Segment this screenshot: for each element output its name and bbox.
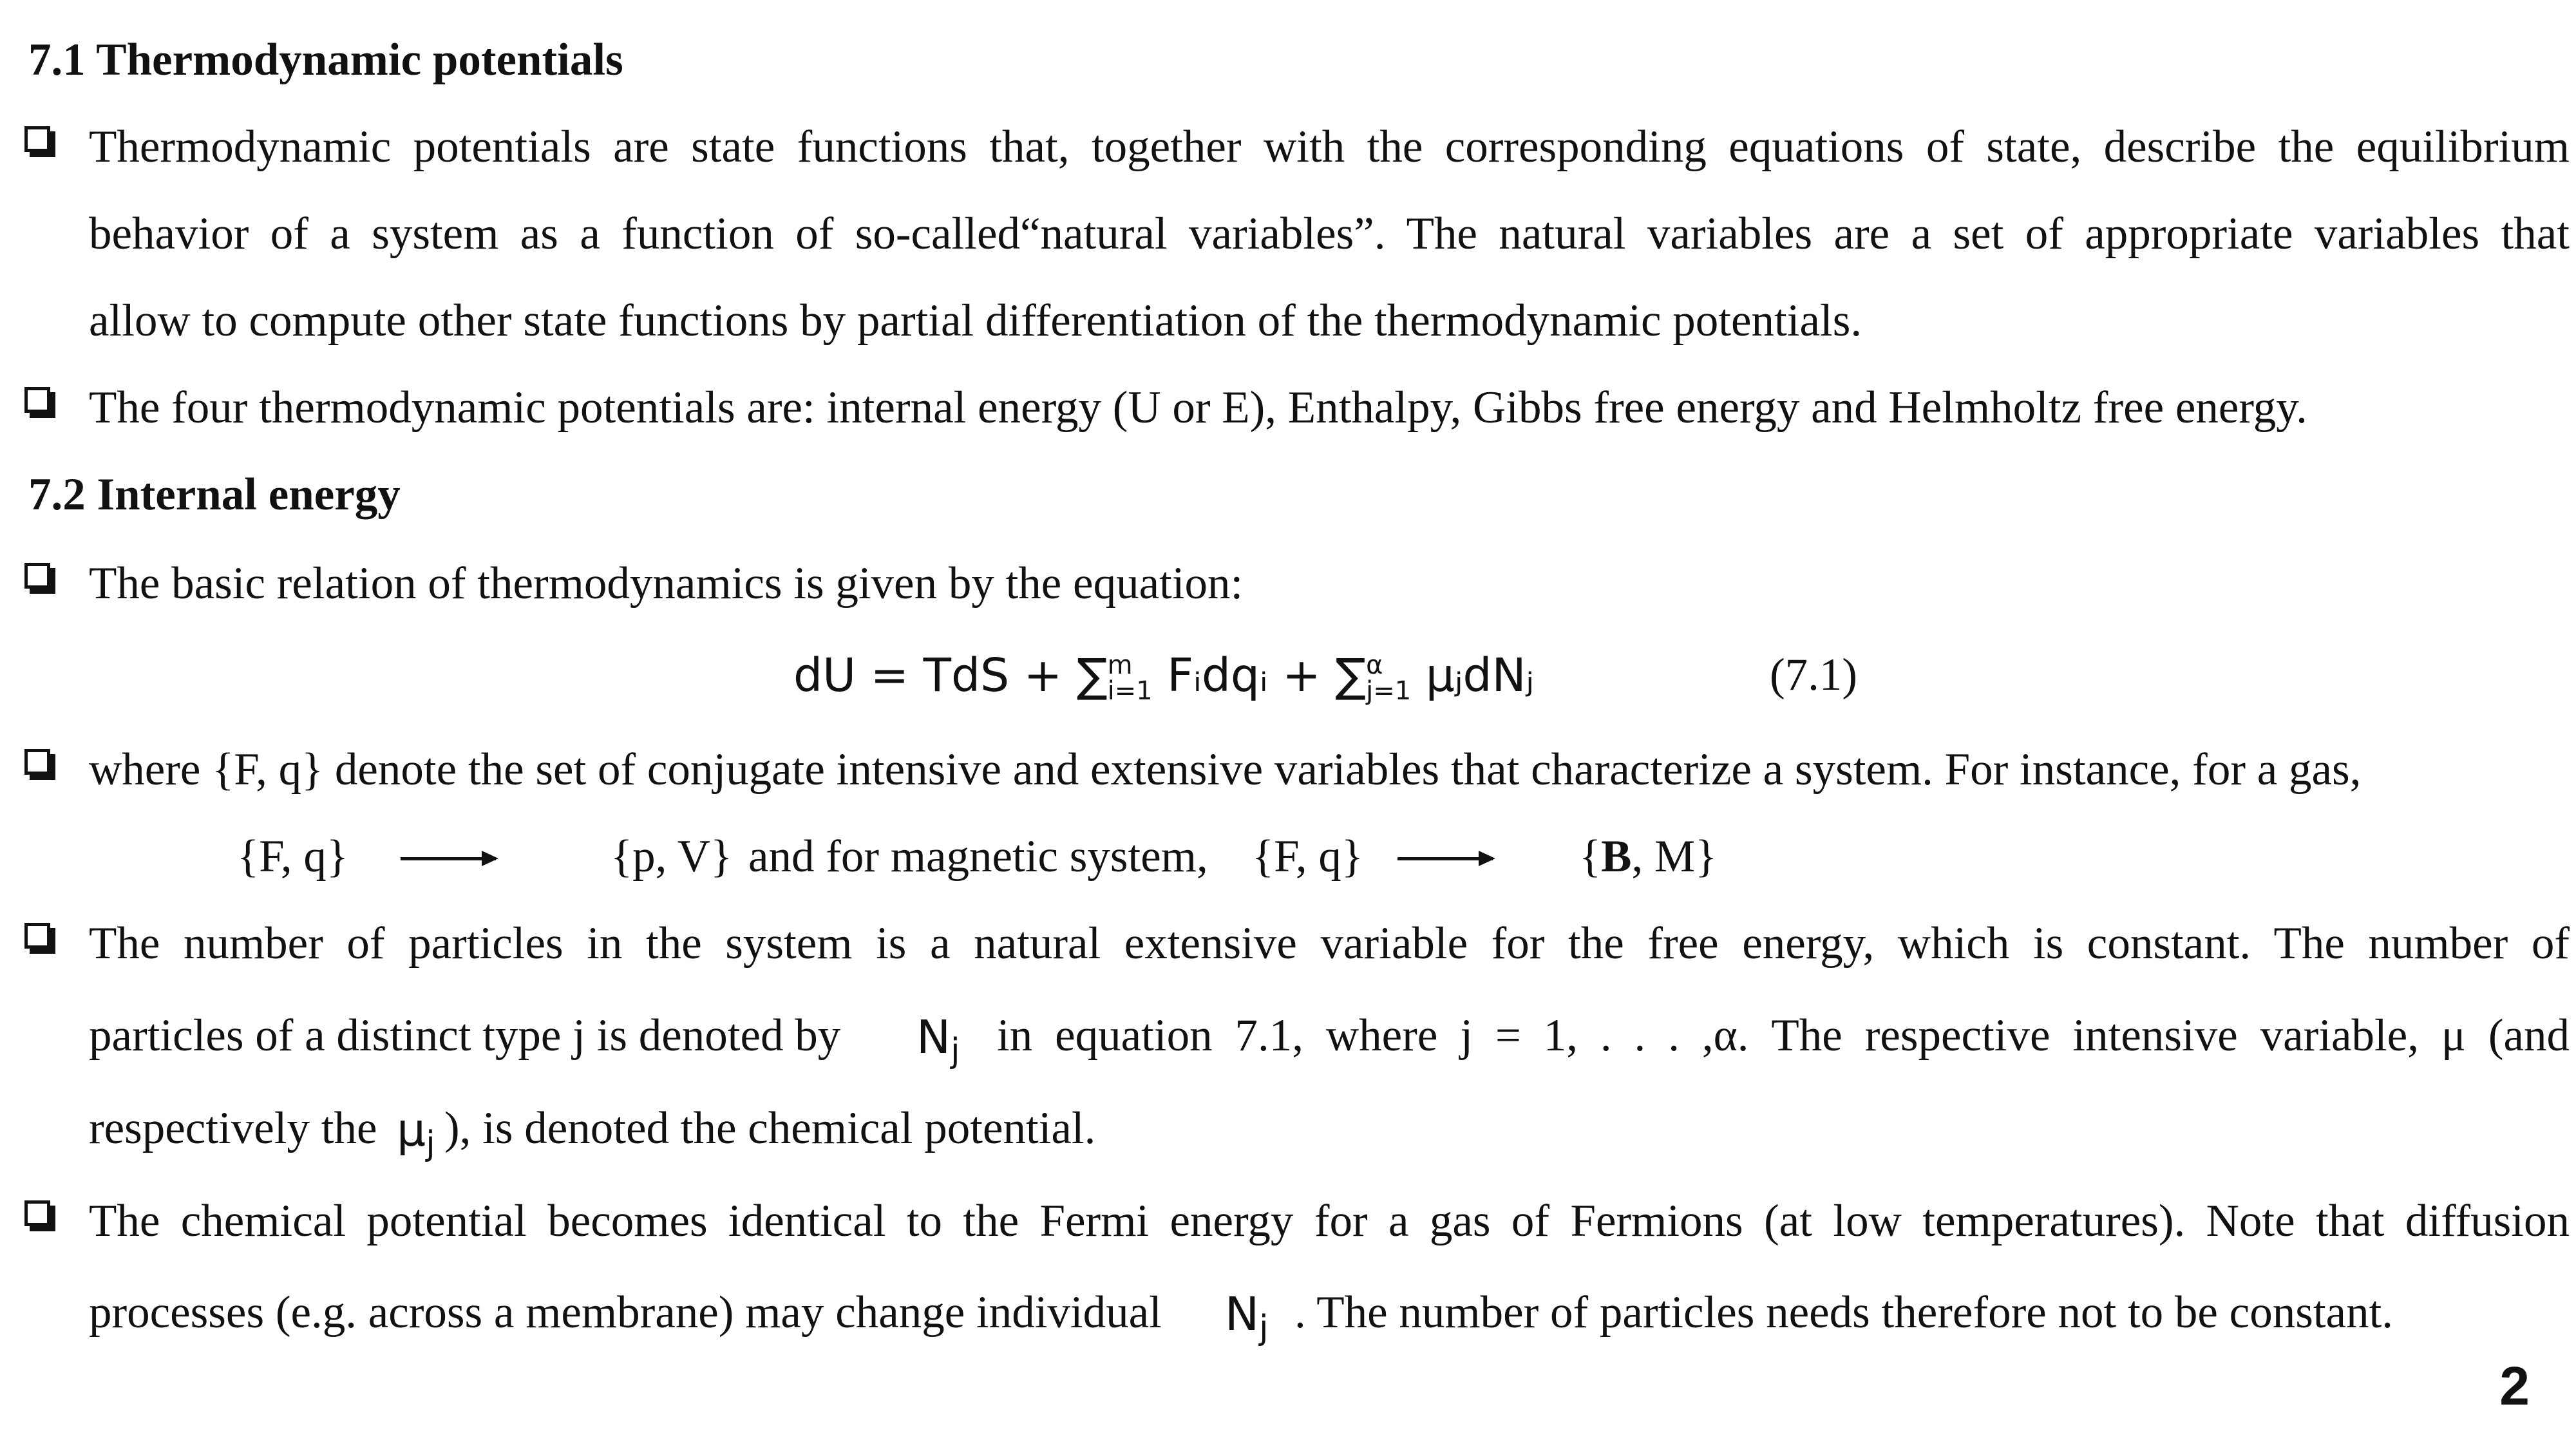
brace-open: {: [1579, 831, 1602, 882]
math-var: μ: [397, 1103, 426, 1157]
math-subscript: j: [951, 1032, 960, 1070]
right-arrow-icon: [1397, 857, 1493, 860]
paragraph-text: . The number of particles needs therefore not to be constant.: [1294, 1287, 2394, 1338]
math-symbol: [1225, 1287, 1269, 1347]
math-symbol: [397, 1103, 435, 1163]
sum-symbol: ∑: [1335, 649, 1367, 702]
paragraph-text: particles of a distinct type j is denoted by: [89, 1010, 841, 1061]
math-symbol: [916, 1010, 960, 1070]
equation: [793, 649, 1534, 706]
sum-lower-limit: i=1: [1107, 676, 1153, 706]
bullet-checkbox-icon: [24, 923, 50, 949]
equation-lhs: dU = TdS +: [793, 649, 1077, 702]
pair-rest: , M}: [1631, 831, 1718, 882]
math-subscript: j: [1259, 1309, 1269, 1347]
paragraph-line: The chemical potential becomes identical to the Fermi energy for a gas of Fermions (at low temperatures). Note that diffusion: [89, 1196, 2570, 1246]
sum-upper-limit: m: [1107, 650, 1133, 681]
sum-limits: [1366, 652, 1411, 704]
conjugate-pair: {p, V}: [611, 831, 733, 882]
right-arrow-icon: [401, 857, 496, 860]
sum-upper-limit: α: [1366, 650, 1383, 681]
sum-symbol: ∑: [1076, 649, 1108, 702]
bullet-checkbox-icon: [24, 126, 50, 152]
paragraph-line: The number of particles in the system is a natural extensive variable for the free energy, which is constant. The number of: [89, 918, 2570, 969]
section-heading: 7.1 Thermodynamic potentials: [28, 35, 623, 85]
math-var: N: [1225, 1287, 1260, 1341]
paragraph-text: processes (e.g. across a membrane) may change individual: [89, 1287, 1162, 1338]
paragraph-line: The basic relation of thermodynamics is given by the equation:: [89, 558, 1244, 609]
paragraph-text: respectively the: [89, 1103, 377, 1153]
conjugate-pair: [1579, 831, 1718, 882]
paragraph-text: in equation 7.1, where j = 1, . . . ,α. The respective intensive variable, μ (and: [997, 1010, 2570, 1061]
paragraph-line: behavior of a system as a function of so-called“natural variables”. The natural variables are a set of appropriate variables that: [89, 209, 2570, 259]
math-subscript: j: [426, 1124, 435, 1163]
math-var: N: [916, 1010, 951, 1064]
bullet-checkbox-icon: [24, 749, 50, 775]
bullet-checkbox-icon: [24, 1200, 50, 1226]
conjugate-pair: {F, q}: [1252, 831, 1363, 882]
paragraph-line: allow to compute other state functions by partial differentiation of the thermodynamic potentials.: [89, 296, 1862, 346]
paragraph-line: Thermodynamic potentials are state functions that, together with the corresponding equations of state, describe the equilibrium: [89, 122, 2570, 172]
conjugate-pair: {F, q}: [237, 831, 348, 882]
paragraph-line: where {F, q} denote the set of conjugate intensive and extensive variables that characterize a system. For instance, for a gas,: [89, 744, 2362, 795]
page-number: 2: [2499, 1356, 2530, 1416]
bullet-checkbox-icon: [24, 563, 50, 589]
equation-number: (7.1): [1770, 650, 1858, 700]
section-heading: 7.2 Internal energy: [28, 469, 401, 520]
paragraph-text: ), is denoted the chemical potential.: [444, 1103, 1096, 1153]
sum-term: μⱼdNⱼ: [1411, 649, 1534, 702]
inline-text: and for magnetic system,: [748, 831, 1208, 882]
bold-symbol: B: [1601, 831, 1632, 882]
paragraph-line: The four thermodynamic potentials are: internal energy (U or E), Enthalpy, Gibbs free energy and Helmholtz free energy.: [89, 383, 2307, 433]
sum-lower-limit: j=1: [1366, 676, 1412, 706]
sum-term: Fᵢdqᵢ +: [1152, 649, 1336, 702]
bullet-checkbox-icon: [24, 387, 50, 413]
sum-limits: [1108, 652, 1153, 704]
